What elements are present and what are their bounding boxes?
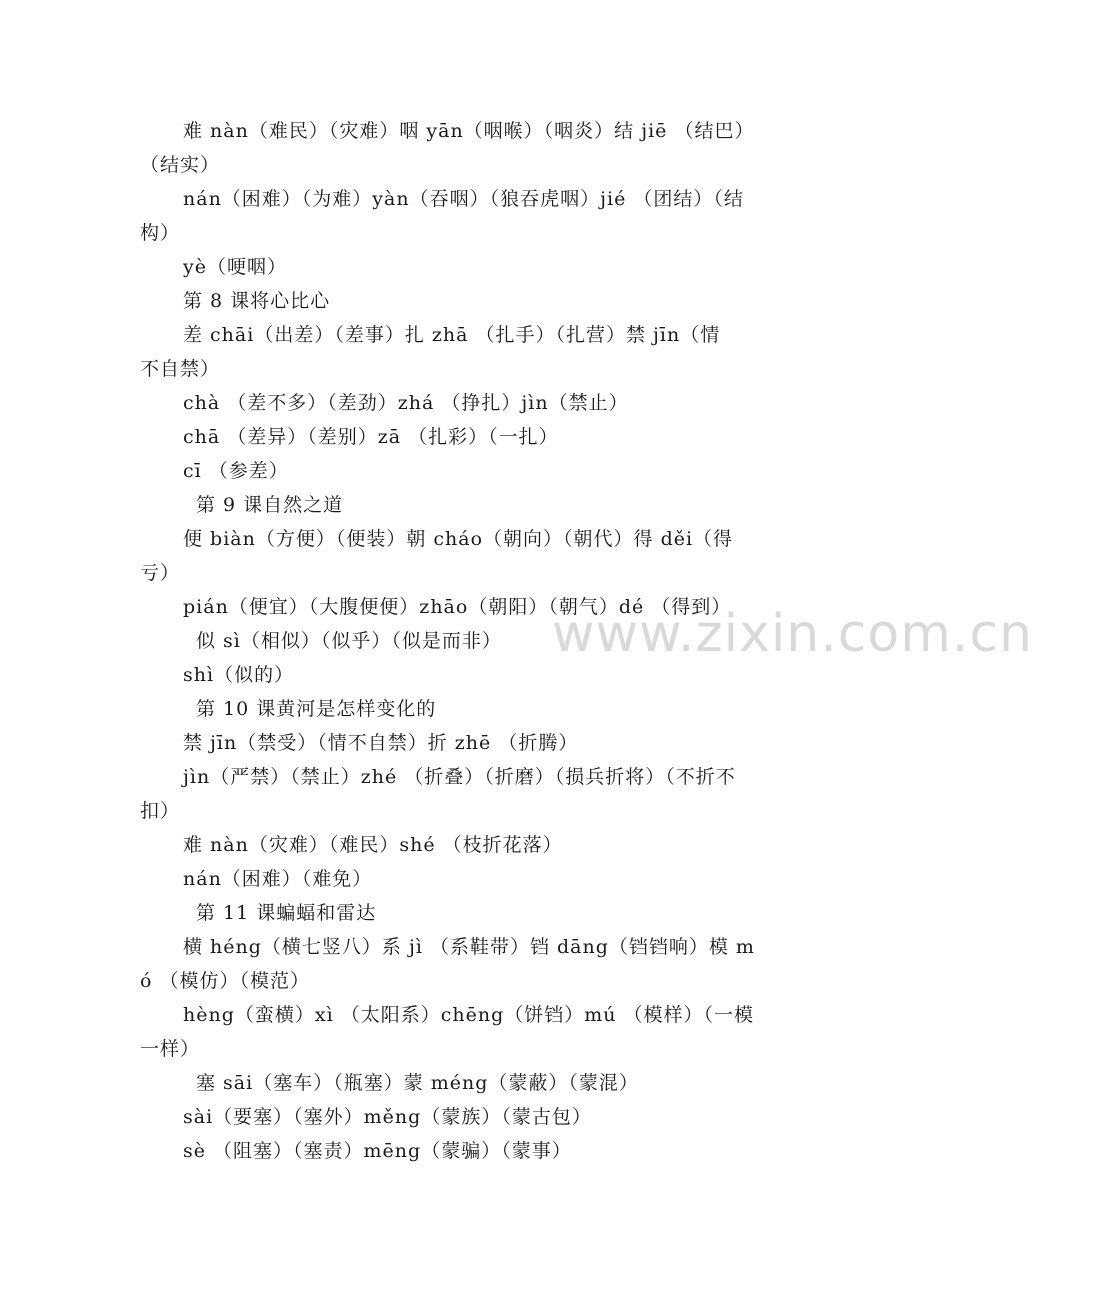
text-line: 难 nàn（灾难）（难民）shé （枝折花落） <box>183 834 563 856</box>
text-line: nán（困难）（为难）yàn（吞咽）（狼吞虎咽）jié （团结）（结 <box>183 188 744 210</box>
text-line: chā （差异）（差别）zā （扎彩）（一扎） <box>183 426 559 448</box>
text-line: hèng（蛮横）xì （太阳系）chēng（饼铛）mú （模样）（一模 <box>183 1004 755 1026</box>
text-line: sài（要塞）（塞外）měng（蒙族）（蒙古包） <box>183 1106 592 1128</box>
text-line: 一样） <box>140 1038 201 1060</box>
text-line: chà （差不多）（差劲）zhá （挣扎）jìn（禁止） <box>183 392 629 414</box>
text-line: pián（便宜）（大腹便便）zhāo（朝阳）（朝气）dé （得到） <box>183 596 732 618</box>
lesson-heading: 第 9 课自然之道 <box>196 494 344 516</box>
text-line: 禁 jīn（禁受）（情不自禁）折 zhē （折腾） <box>183 732 579 754</box>
lesson-heading: 第 8 课将心比心 <box>183 290 331 312</box>
text-line: （结实） <box>140 154 221 176</box>
text-line: sè （阻塞）（塞责）mēng（蒙骗）（蒙事） <box>183 1140 572 1162</box>
text-line: ó （模仿）（模范） <box>140 970 310 992</box>
text-line: 差 chāi（出差）（差事）扎 zhā （扎手）（扎营）禁 jīn（情 <box>183 324 721 346</box>
text-line: shì（似的） <box>183 664 295 686</box>
text-line: yè（哽咽） <box>183 256 287 278</box>
text-line: 似 sì（相似）（似乎）（似是而非） <box>196 630 502 652</box>
text-line: jìn（严禁）（禁止）zhé （折叠）（折磨）（损兵折将）（不折不 <box>183 766 736 788</box>
text-line: 构） <box>140 222 181 244</box>
text-line: nán（困难）（难免） <box>183 868 373 890</box>
text-line: 难 nàn（难民）（灾难）咽 yān（咽喉）（咽炎）结 jiē （结巴） <box>183 120 755 142</box>
lesson-heading: 第 11 课蝙蝠和雷达 <box>196 902 377 924</box>
lesson-heading: 第 10 课黄河是怎样变化的 <box>196 698 437 720</box>
text-line: 横 héng（横七竖八）系 jì （系鞋带）铛 dāng（铛铛响）模 m <box>183 936 755 958</box>
text-line: 扣） <box>140 800 181 822</box>
watermark: www.zixin.com.cn <box>552 604 1033 664</box>
text-line: 亏） <box>140 562 181 584</box>
text-line: cī （参差） <box>183 460 289 482</box>
text-line: 塞 sāi（塞车）（瓶塞）蒙 méng（蒙蔽）（蒙混） <box>196 1072 639 1094</box>
text-line: 不自禁） <box>140 358 221 380</box>
text-line: 便 biàn（方便）（便装）朝 cháo（朝向）（朝代）得 děi（得 <box>183 528 734 550</box>
